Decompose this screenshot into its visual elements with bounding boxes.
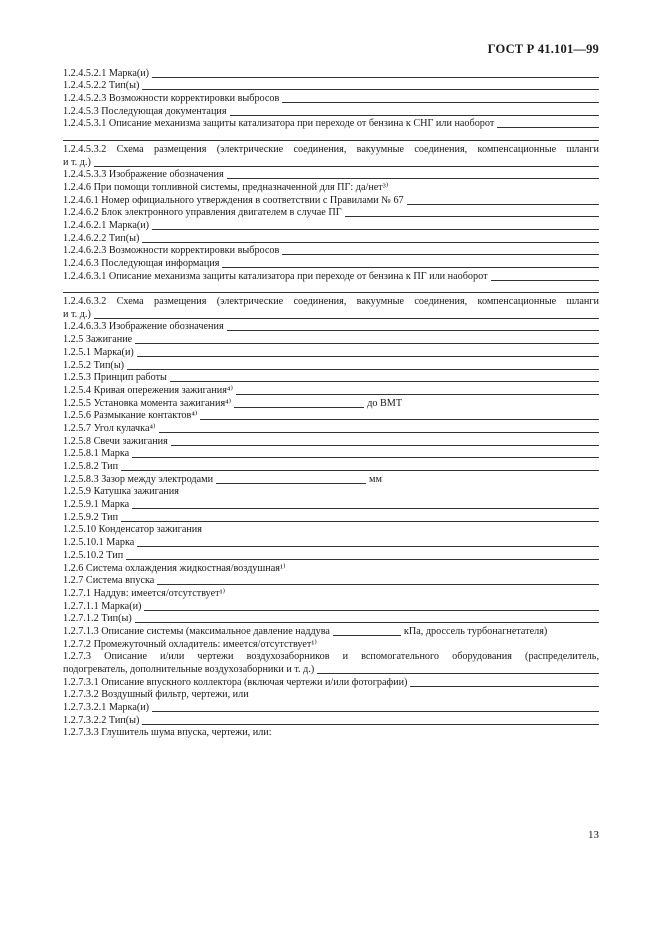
form-line — [63, 473, 599, 486]
form-line-label: 1.2.4.5.3.1 Описание механизма защиты катализатора при переходе от бензина к СНГ или наоборот — [63, 118, 495, 130]
form-line — [63, 613, 599, 626]
form-line — [63, 295, 599, 308]
form-line-label: 1.2.5.9 Катушка зажигания — [63, 486, 179, 498]
form-line — [63, 435, 599, 448]
form-line-label: 1.2.6 Система охлаждения жидкостная/воздушная¹⁾ — [63, 562, 286, 574]
answer-blank-line[interactable] — [63, 291, 599, 293]
answer-blank-line[interactable] — [152, 710, 599, 712]
form-line — [63, 219, 599, 232]
answer-blank-line[interactable] — [491, 279, 599, 281]
form-line — [63, 130, 599, 143]
form-line-label: 1.2.7.3.3 Глушитель шума впуска, чертежи, или: — [63, 727, 272, 739]
form-line — [63, 169, 599, 182]
form-line — [63, 372, 599, 385]
form-line — [63, 575, 599, 588]
form-line-label: 1.2.4.6 При помощи топливной системы, предназначенной для ПГ: да/нет³⁾ — [63, 181, 389, 193]
answer-blank-line[interactable] — [317, 672, 599, 674]
form-line — [63, 80, 599, 93]
form-line-label: 1.2.5.5 Установка момента зажигания⁴⁾ — [63, 397, 232, 409]
answer-blank-line[interactable] — [216, 482, 366, 484]
answer-blank-line[interactable] — [121, 520, 599, 522]
answer-blank-line[interactable] — [135, 342, 599, 344]
form-line-label: 1.2.5.4 Кривая опережения зажигания⁴⁾ — [63, 384, 233, 396]
form-line — [63, 67, 599, 80]
form-line-label: 1.2.5.8.3 Зазор между электродами — [63, 473, 214, 485]
form-line-label: 1.2.4.5.2.1 Марка(и) — [63, 67, 150, 79]
answer-blank-line[interactable] — [137, 545, 599, 547]
form-line-label: 1.2.7.3.1 Описание впускного коллектора (включая чертежи и/или фотографии) — [63, 676, 408, 688]
form-line — [63, 257, 599, 270]
answer-blank-line[interactable] — [227, 177, 599, 179]
form-line-label: 1.2.7.1 Наддув: имеется/отсутствует¹⁾ — [63, 587, 226, 599]
unit-suffix: до ВМТ — [367, 397, 403, 409]
form-line-label: 1.2.4.6.2.1 Марка(и) — [63, 219, 150, 231]
form-line-label: 1.2.4.5.3.3 Изображение обозначения — [63, 169, 224, 181]
form-line — [63, 359, 599, 372]
form-line-label: 1.2.5.9.2 Тип — [63, 511, 119, 523]
form-line-label: 1.2.7.1.3 Описание системы (максимальное давление наддува — [63, 625, 330, 637]
answer-blank-line[interactable] — [135, 621, 599, 623]
form-line — [63, 397, 599, 410]
form-line-label: 1.2.7.1.2 Тип(ы) — [63, 613, 132, 625]
form-line-label: 1.2.5.8.2 Тип — [63, 461, 119, 472]
answer-blank-line[interactable] — [236, 393, 599, 395]
form-line-label: 1.2.5.9.1 Марка — [63, 499, 130, 511]
form-line-label: 1.2.5.10.2 Тип — [63, 549, 124, 561]
answer-blank-line[interactable] — [142, 241, 599, 243]
form-line — [63, 701, 599, 714]
answer-blank-line[interactable] — [410, 685, 599, 687]
form-line-label: и т. д.) — [63, 156, 91, 168]
form-line-label: 1.2.7.3 Описание и/или чертежи воздухозаборников и вспомогательного оборудования (распределитель, — [63, 651, 599, 663]
answer-blank-line[interactable] — [132, 507, 599, 509]
form-line — [63, 448, 599, 461]
answer-blank-line[interactable] — [137, 355, 599, 357]
answer-blank-line[interactable] — [171, 444, 599, 446]
form-line-label: 1.2.5.10 Конденсатор зажигания — [63, 524, 202, 536]
standard-header: ГОСТ Р 41.101—99 — [487, 42, 599, 56]
answer-blank-line[interactable] — [227, 329, 599, 331]
form-line — [63, 638, 599, 651]
answer-blank-line[interactable] — [121, 469, 599, 471]
answer-blank-line[interactable] — [407, 203, 599, 205]
form-line — [63, 308, 599, 321]
form-line — [63, 422, 599, 435]
form-line — [63, 384, 599, 397]
answer-blank-line[interactable] — [230, 114, 599, 116]
form-line — [63, 562, 599, 575]
form-line-label: 1.2.4.6.2.3 Возможности корректировки выбросов — [63, 245, 280, 257]
form-line-label: 1.2.4.5.2.3 Возможности корректировки выбросов — [63, 93, 280, 105]
form-line-label: 1.2.4.5.3 Последующая документация — [63, 105, 227, 117]
form-line-label: 1.2.5.6 Размыкание контактов⁴⁾ — [63, 410, 198, 422]
answer-blank-line[interactable] — [127, 368, 599, 370]
answer-blank-line[interactable] — [234, 406, 364, 408]
answer-blank-line[interactable] — [94, 165, 599, 167]
form-line-label: 1.2.5.3 Принцип работы — [63, 372, 167, 384]
form-line-label: подогреватель, дополнительные воздухозаборники и т. д.) — [63, 664, 315, 675]
unit-suffix: мм — [369, 473, 382, 485]
form-line — [63, 727, 599, 740]
form-line-label: 1.2.5.1 Марка(и) — [63, 346, 134, 358]
answer-blank-line[interactable] — [282, 253, 599, 255]
form-line — [63, 676, 599, 689]
answer-blank-line[interactable] — [345, 215, 599, 217]
unit-suffix: кПа, дроссель турбонагнетателя) — [403, 625, 548, 637]
form-line — [63, 333, 599, 346]
form-line — [63, 714, 599, 727]
form-line — [63, 625, 599, 638]
form-line — [63, 92, 599, 105]
form-lines — [63, 67, 599, 739]
form-line — [63, 143, 599, 156]
form-line — [63, 207, 599, 220]
form-line-label: 1.2.7.3.2.1 Марка(и) — [63, 702, 150, 714]
form-line-label: 1.2.4.6.2.2 Тип(ы) — [63, 232, 140, 244]
answer-blank-line[interactable] — [170, 380, 599, 382]
form-line — [63, 587, 599, 600]
form-line — [63, 156, 599, 169]
form-line-label: 1.2.4.6.3.2 Схема размещения (электрические соединения, вакуумные соединения, компенсационные шланги — [63, 296, 599, 308]
answer-blank-line[interactable] — [200, 418, 599, 420]
form-line — [63, 524, 599, 537]
form-line-label: 1.2.7.3.2 Воздушный фильтр, чертежи, или — [63, 689, 249, 701]
form-line-label: 1.2.4.6.3 Последующая информация — [63, 258, 220, 269]
form-line-label: 1.2.7.1.1 Марка(и) — [63, 600, 142, 612]
answer-blank-line[interactable] — [142, 723, 599, 725]
form-line-label: 1.2.5.10.1 Марка — [63, 537, 135, 549]
form-line — [63, 270, 599, 283]
form-line — [63, 600, 599, 613]
answer-blank-line[interactable] — [222, 266, 599, 268]
answer-blank-line[interactable] — [333, 634, 401, 636]
form-line — [63, 651, 599, 664]
answer-blank-line[interactable] — [152, 228, 599, 230]
form-line-label: и т. д.) — [63, 308, 91, 320]
form-line — [63, 181, 599, 194]
form-line-label: 1.2.4.5.2.2 Тип(ы) — [63, 80, 140, 92]
form-line — [63, 486, 599, 499]
form-line-label: 1.2.5 Зажигание — [63, 334, 133, 346]
answer-blank-line[interactable] — [94, 317, 599, 319]
form-line-label: 1.2.7 Система впуска — [63, 575, 155, 587]
form-line-label: 1.2.7.2 Промежуточный охладитель: имеется/отсутствует¹⁾ — [63, 638, 317, 650]
form-line — [63, 498, 599, 511]
form-line-label: 1.2.5.7 Угол кулачка⁴⁾ — [63, 422, 156, 434]
answer-blank-line[interactable] — [144, 609, 599, 611]
page-number: 13 — [588, 829, 599, 841]
form-line — [63, 511, 599, 524]
form-line-label: 1.2.4.6.2 Блок электронного управления двигателем в случае ПГ — [63, 207, 342, 219]
form-line-label: 1.2.7.3.2.2 Тип(ы) — [63, 714, 140, 726]
form-line — [63, 549, 599, 562]
form-line — [63, 689, 599, 702]
form-line — [63, 232, 599, 245]
form-line — [63, 105, 599, 118]
form-line — [63, 194, 599, 207]
form-line-label: 1.2.4.6.3.1 Описание механизма защиты катализатора при переходе от бензина к ПГ или наоборот — [63, 270, 488, 282]
answer-blank-line[interactable] — [126, 558, 599, 560]
form-line — [63, 663, 599, 676]
form-line — [63, 536, 599, 549]
form-line-label: 1.2.5.2 Тип(ы) — [63, 359, 125, 371]
form-line-label: 1.2.5.8 Свечи зажигания — [63, 435, 168, 447]
form-line — [63, 410, 599, 423]
answer-blank-line[interactable] — [152, 76, 599, 78]
form-line-label: 1.2.4.5.3.2 Схема размещения (электрические соединения, вакуумные соединения, компенсационные шланги — [63, 143, 599, 155]
form-line-label: 1.2.5.8.1 Марка — [63, 448, 130, 460]
form-line-label: 1.2.4.6.3.3 Изображение обозначения — [63, 321, 224, 333]
form-line — [63, 321, 599, 334]
form-line — [63, 346, 599, 359]
form-line — [63, 245, 599, 258]
answer-blank-line[interactable] — [282, 101, 599, 103]
answer-blank-line[interactable] — [159, 431, 599, 433]
answer-blank-line[interactable] — [497, 126, 599, 128]
answer-blank-line[interactable] — [157, 583, 599, 585]
form-line — [63, 460, 599, 473]
answer-blank-line[interactable] — [63, 139, 599, 141]
answer-blank-line[interactable] — [142, 88, 599, 90]
answer-blank-line[interactable] — [132, 456, 599, 458]
form-line — [63, 283, 599, 296]
form-line — [63, 118, 599, 131]
form-line-label: 1.2.4.6.1 Номер официального утверждения в соответствии с Правилами № 67 — [63, 194, 404, 206]
